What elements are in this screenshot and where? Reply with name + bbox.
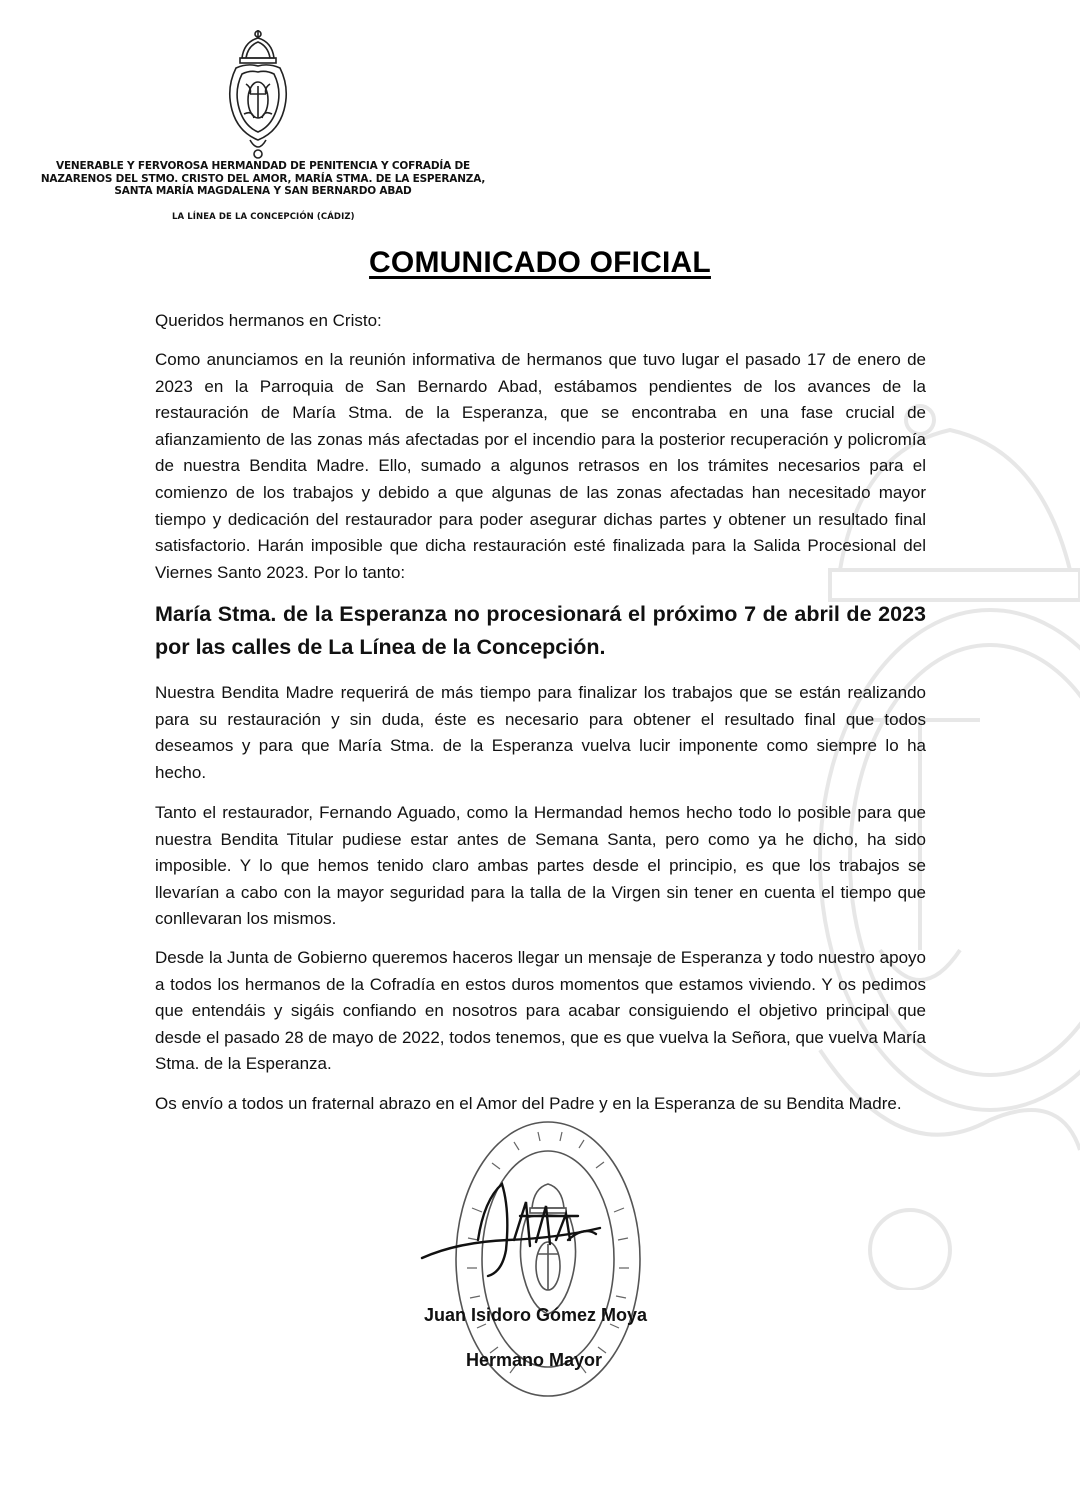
signatory-name: Juan Isidoro Gómez Moya [424,1305,648,1325]
paragraph-3: Tanto el restaurador, Fernando Aguado, como la Hermandad hemos hecho todo lo posible para que nuestra Bendita Titular pudiese estar antes de Semana Santa, pero como ya he dicho, ha sido imposible. Y lo que hemos tenido claro ambas partes desde el principio, es que los trabajos se llevarían a cabo con la mayor seguridad para la talla de la Virgen sin tener en cuenta el tiempo que conllevaran los mismos. [155,803,926,929]
org-line-2: NAZARENOS DEL STMO. CRISTO DEL AMOR, MARÍA STMA. DE LA ESPERANZA, [40,172,486,185]
paragraph-2: Nuestra Bendita Madre requerirá de más tiempo para finalizar los trabajos que se están realizando para su restauración y sin duda, éste es necesario para obtener el resultado final que todos deseamos y para que María Stma. de la Esperanza vuelva lucir imponente como siempre lo ha hecho. [155,683,926,782]
page-title: COMUNICADO OFICIAL [369,246,711,279]
brotherhood-crest-icon [222,28,294,163]
city-line: LA LÍNEA DE LA CONCEPCIÓN (CÁDIZ) [172,212,355,222]
organization-name [28,160,498,198]
paragraph-1: Como anunciamos en la reunión informativa de hermanos que tuvo lugar el pasado 17 de enero de 2023 en la Parroquia de San Bernardo Abad, estábamos pendientes de los avances de la restauración de María Stma. de la Esperanza, que se encontraba en una fase crucial de afianzamiento de las zonas más afectadas por el incendio para la posterior recuperación y policromía de nuestra Bendita Madre. Ello, sumado a algunos retrasos en los trámites necesarios para el comienzo de los trabajos y debido a que algunas de las zonas afectadas han necesitado mayor tiempo y dedicación del restaurador para poder asegurar dichas partes y obtener un resultado final satisfactorio. Harán imposible que dicha restauración esté finalizada para la Salida Procesional del Viernes Santo 2023. Por lo tanto: [155,350,926,582]
signatory-role: Hermano Mayor [466,1350,603,1370]
paragraph-5: Os envío a todos un fraternal abrazo en el Amor del Padre y en la Esperanza de su Bendita Madre. [155,1094,902,1113]
org-line-3: SANTA MARÍA MAGDALENA Y SAN BERNARDO ABAD [114,185,412,197]
org-line-1: VENERABLE Y FERVOROSA HERMANDAD DE PENITENCIA Y COFRADÍA DE [56,160,470,172]
handwritten-signature [418,1180,603,1290]
greeting: Queridos hermanos en Cristo: [155,311,382,330]
headline-announcement: María Stma. de la Esperanza no procesionará el próximo 7 de abril de 2023 por las calles de La Línea de la Concepción. [155,602,926,659]
paragraph-4: Desde la Junta de Gobierno queremos haceros llegar un mensaje de Esperanza y todo nuestro apoyo a todos los hermanos de la Cofradía en estos duros momentos que estamos viviendo. Y os pedimos que entendáis y sigáis confiando en nosotros para acabar consiguiendo el objetivo principal que desde el pasado 28 de mayo de 2022, todos tenemos, que es que vuelva la Señora, que vuelva María Stma. de la Esperanza. [155,948,926,1074]
